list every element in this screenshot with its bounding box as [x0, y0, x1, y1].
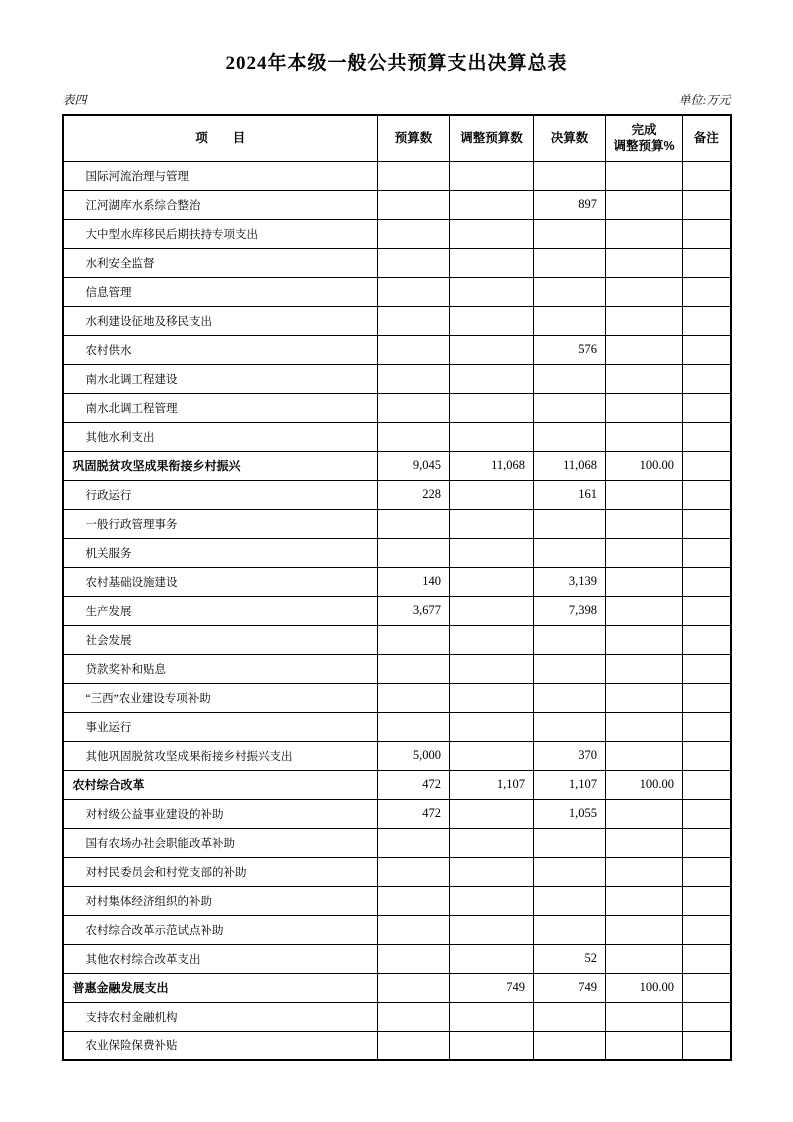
cell-pct: 100.00 [606, 973, 683, 1002]
cell-note [683, 364, 731, 393]
cell-note [683, 219, 731, 248]
cell-final [534, 538, 606, 567]
cell-pct [606, 277, 683, 306]
cell-final: 7,398 [534, 596, 606, 625]
col-header-pct [606, 115, 683, 161]
row-label: 对村集体经济组织的补助 [63, 886, 378, 915]
cell-pct [606, 683, 683, 712]
table-row [63, 509, 731, 538]
table-row [63, 538, 731, 567]
cell-note [683, 944, 731, 973]
cell-budget [378, 828, 450, 857]
cell-note [683, 654, 731, 683]
cell-note [683, 248, 731, 277]
cell-adjusted [450, 828, 534, 857]
cell-pct [606, 625, 683, 654]
cell-adjusted [450, 219, 534, 248]
cell-budget [378, 886, 450, 915]
row-label: 南水北调工程建设 [63, 364, 378, 393]
row-label: 社会发展 [63, 625, 378, 654]
cell-final [534, 219, 606, 248]
cell-adjusted [450, 1002, 534, 1031]
cell-note [683, 828, 731, 857]
cell-final: 11,068 [534, 451, 606, 480]
table-row [63, 306, 731, 335]
cell-final [534, 509, 606, 538]
table-row [63, 944, 731, 973]
cell-pct [606, 857, 683, 886]
row-label: 巩固脱贫攻坚成果衔接乡村振兴 [63, 451, 378, 480]
cell-final [534, 683, 606, 712]
table-row [63, 335, 731, 364]
cell-note [683, 712, 731, 741]
row-label: 生产发展 [63, 596, 378, 625]
cell-pct [606, 886, 683, 915]
cell-budget: 3,677 [378, 596, 450, 625]
row-label: 其他水利支出 [63, 422, 378, 451]
col-header-adjusted: 调整预算数 [450, 115, 534, 161]
cell-adjusted: 1,107 [450, 770, 534, 799]
cell-note [683, 190, 731, 219]
cell-final: 749 [534, 973, 606, 1002]
cell-pct [606, 480, 683, 509]
row-label: 农村基础设施建设 [63, 567, 378, 596]
cell-adjusted [450, 915, 534, 944]
row-label: 南水北调工程管理 [63, 393, 378, 422]
cell-pct [606, 828, 683, 857]
table-row [63, 161, 731, 190]
cell-budget [378, 277, 450, 306]
table-row [63, 683, 731, 712]
cell-adjusted [450, 277, 534, 306]
cell-adjusted [450, 741, 534, 770]
cell-note [683, 683, 731, 712]
cell-adjusted [450, 712, 534, 741]
cell-pct [606, 596, 683, 625]
budget-table [62, 114, 732, 1061]
cell-final [534, 393, 606, 422]
row-label: 贷款奖补和贴息 [63, 654, 378, 683]
cell-adjusted [450, 161, 534, 190]
cell-adjusted [450, 393, 534, 422]
cell-note [683, 625, 731, 654]
page-title: 2024年本级一般公共预算支出决算总表 [225, 53, 568, 74]
cell-final [534, 857, 606, 886]
row-label: 农业保险保费补贴 [63, 1031, 378, 1060]
cell-final [534, 1002, 606, 1031]
row-label: 信息管理 [63, 277, 378, 306]
cell-adjusted [450, 306, 534, 335]
cell-adjusted [450, 857, 534, 886]
row-label: 一般行政管理事务 [63, 509, 378, 538]
cell-final [534, 277, 606, 306]
cell-pct [606, 306, 683, 335]
table-row [63, 567, 731, 596]
cell-final [534, 161, 606, 190]
cell-final [534, 422, 606, 451]
table-row [63, 364, 731, 393]
table-row [63, 190, 731, 219]
row-label: 其他农村综合改革支出 [63, 944, 378, 973]
col-header-pct-line1: 完成 [631, 123, 657, 137]
cell-budget [378, 1002, 450, 1031]
cell-pct [606, 219, 683, 248]
cell-budget [378, 161, 450, 190]
row-label: 江河湖库水系综合整治 [63, 190, 378, 219]
cell-pct [606, 1031, 683, 1060]
cell-note [683, 393, 731, 422]
cell-adjusted [450, 335, 534, 364]
cell-budget: 228 [378, 480, 450, 509]
table-row [63, 451, 731, 480]
row-label: 农村综合改革示范试点补助 [63, 915, 378, 944]
cell-note [683, 538, 731, 567]
cell-adjusted [450, 538, 534, 567]
cell-note [683, 509, 731, 538]
cell-note [683, 596, 731, 625]
cell-pct [606, 364, 683, 393]
cell-final [534, 1031, 606, 1060]
cell-budget [378, 1031, 450, 1060]
cell-final: 1,055 [534, 799, 606, 828]
cell-adjusted [450, 886, 534, 915]
cell-note [683, 422, 731, 451]
row-label: 对村级公益事业建设的补助 [63, 799, 378, 828]
cell-note [683, 480, 731, 509]
cell-budget [378, 190, 450, 219]
col-header-item: 项 目 [63, 115, 378, 161]
cell-adjusted [450, 944, 534, 973]
cell-budget [378, 248, 450, 277]
cell-budget [378, 654, 450, 683]
cell-note [683, 915, 731, 944]
cell-pct [606, 393, 683, 422]
cell-pct [606, 944, 683, 973]
table-row [63, 422, 731, 451]
table-row [63, 1031, 731, 1060]
cell-budget: 140 [378, 567, 450, 596]
table-row [63, 596, 731, 625]
cell-note [683, 451, 731, 480]
cell-adjusted [450, 799, 534, 828]
cell-budget: 472 [378, 799, 450, 828]
col-header-pct-line2: 调整预算% [613, 139, 675, 154]
row-label: 支持农村金融机构 [63, 1002, 378, 1031]
row-label: 国际河流治理与管理 [63, 161, 378, 190]
cell-budget [378, 422, 450, 451]
cell-adjusted: 749 [450, 973, 534, 1002]
cell-adjusted [450, 480, 534, 509]
cell-budget [378, 364, 450, 393]
cell-budget [378, 509, 450, 538]
cell-budget [378, 973, 450, 1002]
cell-adjusted [450, 364, 534, 393]
cell-budget [378, 625, 450, 654]
table-row [63, 857, 731, 886]
cell-final: 370 [534, 741, 606, 770]
cell-final [534, 625, 606, 654]
cell-budget [378, 538, 450, 567]
table-row [63, 393, 731, 422]
table-row [63, 219, 731, 248]
cell-adjusted [450, 248, 534, 277]
table-body [63, 161, 731, 1060]
cell-adjusted [450, 596, 534, 625]
cell-pct [606, 915, 683, 944]
row-label: 农村供水 [63, 335, 378, 364]
cell-final [534, 364, 606, 393]
table-row [63, 480, 731, 509]
cell-pct: 100.00 [606, 770, 683, 799]
col-header-budget: 预算数 [378, 115, 450, 161]
cell-budget [378, 219, 450, 248]
row-label: 行政运行 [63, 480, 378, 509]
table-row [63, 799, 731, 828]
cell-note [683, 161, 731, 190]
cell-budget [378, 683, 450, 712]
cell-final [534, 248, 606, 277]
row-label: 大中型水库移民后期扶持专项支出 [63, 219, 378, 248]
table-row [63, 915, 731, 944]
cell-adjusted [450, 683, 534, 712]
table-row [63, 712, 731, 741]
header-row [63, 115, 731, 161]
cell-final: 52 [534, 944, 606, 973]
cell-pct [606, 654, 683, 683]
cell-note [683, 277, 731, 306]
cell-final: 1,107 [534, 770, 606, 799]
cell-note [683, 567, 731, 596]
row-label: “三西”农业建设专项补助 [63, 683, 378, 712]
cell-final [534, 886, 606, 915]
cell-note [683, 857, 731, 886]
cell-pct [606, 509, 683, 538]
table-row [63, 277, 731, 306]
row-label: 对村民委员会和村党支部的补助 [63, 857, 378, 886]
meta-row [63, 91, 731, 108]
cell-pct [606, 538, 683, 567]
row-label: 农村综合改革 [63, 770, 378, 799]
table-number-label: 表四 [62, 93, 87, 107]
cell-final [534, 712, 606, 741]
cell-note [683, 973, 731, 1002]
cell-note [683, 770, 731, 799]
cell-pct [606, 1002, 683, 1031]
row-label: 水利建设征地及移民支出 [63, 306, 378, 335]
cell-pct [606, 161, 683, 190]
cell-final [534, 828, 606, 857]
cell-final [534, 915, 606, 944]
cell-budget [378, 393, 450, 422]
cell-adjusted [450, 654, 534, 683]
row-label: 水利安全监督 [63, 248, 378, 277]
cell-pct [606, 422, 683, 451]
cell-budget [378, 306, 450, 335]
cell-pct [606, 567, 683, 596]
cell-budget: 472 [378, 770, 450, 799]
table-row [63, 654, 731, 683]
unit-label: 单位:万元 [678, 93, 731, 107]
cell-adjusted [450, 190, 534, 219]
cell-adjusted [450, 567, 534, 596]
table-row [63, 248, 731, 277]
cell-adjusted [450, 422, 534, 451]
col-header-final: 决算数 [534, 115, 606, 161]
cell-budget [378, 712, 450, 741]
cell-budget [378, 915, 450, 944]
cell-final [534, 306, 606, 335]
cell-note [683, 1031, 731, 1060]
cell-pct: 100.00 [606, 451, 683, 480]
cell-final: 576 [534, 335, 606, 364]
cell-adjusted: 11,068 [450, 451, 534, 480]
col-header-note: 备注 [683, 115, 731, 161]
cell-adjusted [450, 1031, 534, 1060]
cell-adjusted [450, 509, 534, 538]
cell-pct [606, 248, 683, 277]
cell-note [683, 1002, 731, 1031]
row-label: 事业运行 [63, 712, 378, 741]
row-label: 普惠金融发展支出 [63, 973, 378, 1002]
cell-final: 897 [534, 190, 606, 219]
cell-pct [606, 741, 683, 770]
cell-budget [378, 335, 450, 364]
cell-final [534, 654, 606, 683]
table-row [63, 741, 731, 770]
row-label: 其他巩固脱贫攻坚成果衔接乡村振兴支出 [63, 741, 378, 770]
table-row [63, 886, 731, 915]
cell-pct [606, 799, 683, 828]
cell-pct [606, 712, 683, 741]
cell-note [683, 741, 731, 770]
table-row [63, 770, 731, 799]
table-row [63, 973, 731, 1002]
table-row [63, 828, 731, 857]
cell-budget [378, 857, 450, 886]
cell-note [683, 886, 731, 915]
cell-pct [606, 335, 683, 364]
cell-budget: 5,000 [378, 741, 450, 770]
cell-note [683, 799, 731, 828]
cell-budget [378, 944, 450, 973]
cell-budget: 9,045 [378, 451, 450, 480]
row-label: 国有农场办社会职能改革补助 [63, 828, 378, 857]
table-row [63, 1002, 731, 1031]
cell-final: 3,139 [534, 567, 606, 596]
cell-note [683, 306, 731, 335]
table-row [63, 625, 731, 654]
cell-adjusted [450, 625, 534, 654]
row-label: 机关服务 [63, 538, 378, 567]
cell-pct [606, 190, 683, 219]
cell-final: 161 [534, 480, 606, 509]
cell-note [683, 335, 731, 364]
